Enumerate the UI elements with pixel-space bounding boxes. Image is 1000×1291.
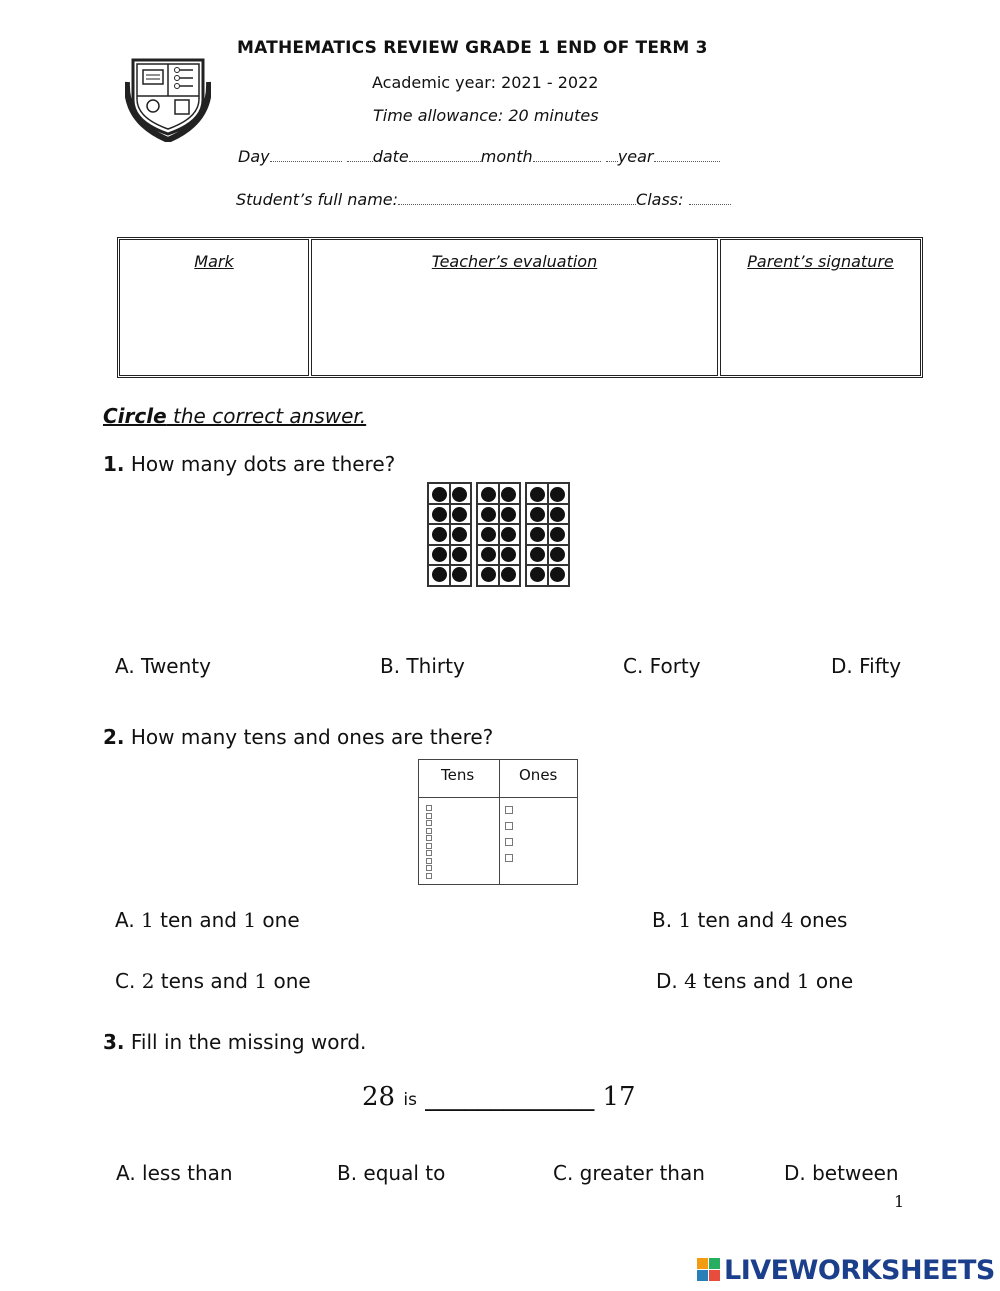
year-label: year bbox=[617, 147, 654, 166]
option-number: 1 bbox=[796, 969, 810, 993]
ten-frame-gridline bbox=[527, 544, 568, 546]
dot bbox=[530, 527, 545, 542]
dot bbox=[452, 507, 467, 522]
dot bbox=[452, 567, 467, 582]
ten-frame-gridline bbox=[527, 564, 568, 566]
comparison-statement bbox=[362, 1082, 636, 1112]
class-blank[interactable] bbox=[689, 190, 731, 205]
class-label: Class: bbox=[636, 190, 684, 209]
dot bbox=[550, 567, 565, 582]
ten-frame-gridline bbox=[527, 503, 568, 505]
tens-block bbox=[426, 865, 432, 871]
ten-frame-gridline bbox=[527, 523, 568, 525]
dot bbox=[432, 487, 447, 502]
ten-frame-gridline bbox=[449, 484, 451, 585]
ten-frames-figure bbox=[427, 482, 570, 589]
dot bbox=[452, 527, 467, 542]
instruction bbox=[103, 404, 366, 428]
tens-block bbox=[426, 828, 432, 834]
dot bbox=[501, 567, 516, 582]
option-text: tens and bbox=[696, 969, 797, 993]
ten-frame bbox=[525, 482, 570, 587]
question-3-text: Fill in the missing word. bbox=[124, 1030, 367, 1054]
option-text: tens and bbox=[154, 969, 255, 993]
month-blank[interactable] bbox=[533, 147, 601, 162]
option-text: one bbox=[256, 908, 300, 932]
tens-block bbox=[426, 813, 432, 819]
month-label: month bbox=[480, 147, 533, 166]
dot bbox=[501, 507, 516, 522]
option-number: 1 bbox=[678, 908, 692, 932]
instruction-rest: the correct answer. bbox=[166, 404, 367, 428]
school-logo bbox=[125, 52, 211, 142]
ten-frame-gridline bbox=[478, 544, 519, 546]
dot bbox=[481, 527, 496, 542]
option-text: ones bbox=[793, 908, 848, 932]
parent-signature-cell[interactable] bbox=[720, 239, 921, 376]
tens-block bbox=[426, 858, 432, 864]
q3-option-d[interactable]: D. between bbox=[784, 1161, 899, 1185]
worksheet-title: MATHEMATICS REVIEW GRADE 1 END OF TERM 3 bbox=[237, 38, 708, 58]
tens-block bbox=[426, 820, 432, 826]
left-number: 28 bbox=[362, 1082, 396, 1112]
ten-frame-gridline bbox=[478, 564, 519, 566]
q2-option-c[interactable] bbox=[115, 969, 311, 993]
dot bbox=[550, 527, 565, 542]
evaluation-table bbox=[117, 237, 923, 378]
year-blank-lead bbox=[606, 147, 618, 162]
name-label: Student’s full name: bbox=[236, 190, 399, 209]
option-text: ten and bbox=[691, 908, 781, 932]
tens-ones-header-line bbox=[419, 797, 577, 798]
tens-block bbox=[426, 835, 432, 841]
name-line bbox=[236, 190, 736, 209]
ones-block bbox=[505, 838, 513, 846]
question-3 bbox=[103, 1030, 366, 1054]
parent-signature-header: Parent’s signature bbox=[747, 252, 894, 271]
option-prefix: D. bbox=[656, 969, 685, 993]
q2-option-a[interactable] bbox=[115, 908, 300, 932]
question-2-text: How many tens and ones are there? bbox=[124, 725, 494, 749]
tens-block bbox=[426, 873, 432, 879]
tens-block bbox=[426, 805, 432, 811]
dot bbox=[530, 547, 545, 562]
is-word: is bbox=[403, 1090, 417, 1110]
right-number: 17 bbox=[602, 1082, 636, 1112]
question-2 bbox=[103, 725, 493, 749]
dot bbox=[432, 507, 447, 522]
day-label: Day bbox=[238, 147, 270, 166]
question-1-number: 1. bbox=[103, 452, 125, 476]
year-blank[interactable] bbox=[654, 147, 720, 162]
dot bbox=[530, 487, 545, 502]
question-3-number: 3. bbox=[103, 1030, 125, 1054]
liveworksheets-logo-icon bbox=[697, 1258, 721, 1282]
ten-frame-gridline bbox=[547, 484, 549, 585]
dot bbox=[550, 547, 565, 562]
q3-option-a[interactable]: A. less than bbox=[116, 1161, 233, 1185]
q1-option-a[interactable]: A. Twenty bbox=[115, 654, 211, 678]
q3-option-c[interactable]: C. greater than bbox=[553, 1161, 705, 1185]
dot bbox=[452, 547, 467, 562]
ones-header: Ones bbox=[519, 766, 558, 784]
tens-header: Tens bbox=[441, 766, 475, 784]
option-number: 1 bbox=[141, 908, 154, 932]
q2-option-b[interactable] bbox=[652, 908, 847, 932]
dot bbox=[432, 527, 447, 542]
ten-frame-gridline bbox=[429, 523, 470, 525]
ten-frame-gridline bbox=[429, 564, 470, 566]
q2-option-d[interactable] bbox=[656, 969, 853, 993]
q3-option-b[interactable]: B. equal to bbox=[337, 1161, 446, 1185]
question-1 bbox=[103, 452, 395, 476]
dot bbox=[530, 567, 545, 582]
tens-block bbox=[426, 850, 432, 856]
ten-frame bbox=[476, 482, 521, 587]
q1-option-d[interactable]: D. Fifty bbox=[831, 654, 902, 678]
option-prefix: C. bbox=[115, 969, 142, 993]
tens-ones-chart bbox=[418, 759, 578, 885]
q1-option-c[interactable]: C. Forty bbox=[623, 654, 701, 678]
ten-frame bbox=[427, 482, 472, 587]
date-blank-lead bbox=[347, 147, 373, 162]
option-number: 4 bbox=[684, 969, 697, 993]
time-allowance: Time allowance: 20 minutes bbox=[373, 106, 599, 125]
dot bbox=[432, 567, 447, 582]
dot bbox=[481, 507, 496, 522]
dot bbox=[550, 487, 565, 502]
page-number: 1 bbox=[894, 1192, 905, 1211]
teacher-evaluation-cell[interactable] bbox=[311, 239, 718, 376]
ten-frame-gridline bbox=[429, 503, 470, 505]
dot bbox=[481, 547, 496, 562]
dot bbox=[550, 507, 565, 522]
instruction-bold: Circle bbox=[103, 404, 167, 428]
q1-option-b[interactable]: B. Thirty bbox=[380, 654, 465, 678]
option-text: one bbox=[267, 969, 311, 993]
option-text: ten and bbox=[153, 908, 244, 932]
option-text: one bbox=[809, 969, 854, 993]
option-number: 1 bbox=[254, 969, 268, 993]
liveworksheets-brand: LIVEWORKSHEETS bbox=[724, 1255, 995, 1286]
dot bbox=[501, 487, 516, 502]
dot bbox=[501, 527, 516, 542]
tens-block bbox=[426, 843, 432, 849]
option-prefix: B. bbox=[652, 908, 679, 932]
ten-frame-gridline bbox=[478, 503, 519, 505]
answer-blank[interactable]: _____________ bbox=[425, 1082, 595, 1112]
question-1-text: How many dots are there? bbox=[124, 452, 396, 476]
date-blank[interactable] bbox=[409, 147, 481, 162]
ones-block bbox=[505, 806, 513, 814]
academic-year: Academic year: 2021 - 2022 bbox=[372, 73, 599, 92]
ten-frame-gridline bbox=[429, 544, 470, 546]
dot bbox=[452, 487, 467, 502]
option-number: 4 bbox=[780, 908, 794, 932]
mark-cell[interactable] bbox=[119, 239, 309, 376]
dot bbox=[530, 507, 545, 522]
tens-ones-divider bbox=[499, 760, 500, 884]
day-blank[interactable] bbox=[270, 147, 342, 162]
option-prefix: A. bbox=[115, 908, 142, 932]
ten-frame-gridline bbox=[478, 523, 519, 525]
ones-block bbox=[505, 822, 513, 830]
mark-header: Mark bbox=[194, 252, 234, 271]
option-number: 1 bbox=[243, 908, 257, 932]
dot bbox=[432, 547, 447, 562]
dot bbox=[481, 487, 496, 502]
name-blank[interactable] bbox=[398, 190, 636, 205]
date-label: date bbox=[372, 147, 409, 166]
question-2-number: 2. bbox=[103, 725, 125, 749]
dot bbox=[501, 547, 516, 562]
ones-block bbox=[505, 854, 513, 862]
teacher-evaluation-header: Teacher’s evaluation bbox=[431, 252, 598, 271]
date-line bbox=[238, 147, 738, 166]
dot bbox=[481, 567, 496, 582]
option-number: 2 bbox=[141, 969, 155, 993]
ten-frame-gridline bbox=[498, 484, 500, 585]
